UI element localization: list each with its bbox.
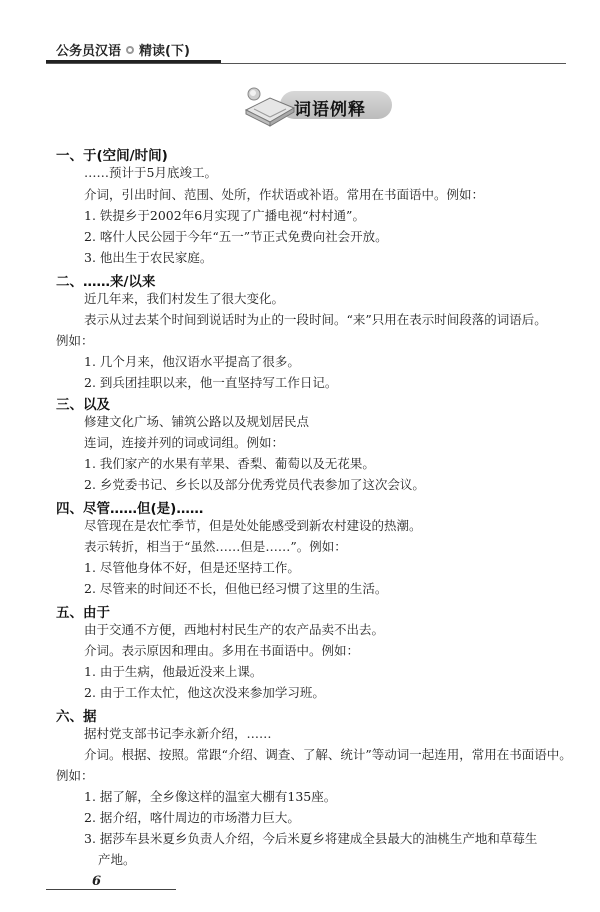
explanation-text: 连词，连接并列的词或词组。例如：	[84, 435, 285, 450]
example-sentence: 2. 由于工作太忙，他这次没来参加学习班。	[84, 685, 325, 700]
example-sentence: 2. 到兵团挂职以来，他一直坚持写工作日记。	[84, 375, 338, 390]
example-sentence: 3. 他出生于农民家庭。	[84, 250, 213, 265]
section-title: 五、由于	[56, 605, 110, 621]
book-title: 公务员汉语	[56, 44, 122, 59]
example-phrase: 修建文化广场、铺筑公路以及规划居民点	[84, 414, 310, 429]
book-subtitle: 精读(下)	[139, 44, 190, 59]
example-phrase: ……预计于5月底竣工。	[84, 165, 217, 180]
example-phrase: 近几年来，我们村发生了很大变化。	[84, 291, 285, 306]
example-sentence: 1. 由于生病，他最近没来上课。	[84, 664, 263, 679]
explanation-text: 介词。表示原因和理由。多用在书面语中。例如：	[84, 643, 360, 658]
explanation-text: 介词。根据、按照。常跟“介绍、调查、了解、统计”等动词一起连用，常用在书面语中。	[84, 747, 572, 762]
example-sentence: 2. 尽管来的时间还不长，但他已经习惯了这里的生活。	[84, 581, 388, 596]
explanation-text: 表示从过去某个时间到说话时为止的一段时间。“来”只用在表示时间段落的词语后。	[84, 312, 547, 327]
example-sentence: 1. 尽管他身体不好，但是还坚持工作。	[84, 560, 300, 575]
explanation-text: 例如：	[56, 333, 94, 348]
example-phrase: 据村党支部书记李永新介绍，……	[84, 726, 272, 741]
example-sentence: 1. 几个月来，他汉语水平提高了很多。	[84, 354, 300, 369]
section-title: 四、尽管……但(是)……	[56, 501, 204, 517]
example-sentence: 1. 据了解，全乡像这样的温室大棚有135座。	[84, 789, 337, 804]
explanation-text: 表示转折，相当于“虽然……但是……”。例如：	[84, 539, 347, 554]
example-phrase: 尽管现在是农忙季节，但是处处能感受到新农村建设的热潮。	[84, 518, 422, 533]
page-number: 6	[92, 874, 102, 889]
section-title: 三、以及	[56, 397, 110, 413]
section-title: 一、于(空间/时间)	[56, 148, 168, 164]
example-sentence: 2. 乡党委书记、乡长以及部分优秀党员代表参加了这次会议。	[84, 477, 425, 492]
banner-title: 词语例释	[294, 100, 366, 120]
example-sentence: 2. 喀什人民公园于今年“五一”节正式免费向社会开放。	[84, 229, 388, 244]
footer-rule	[46, 889, 176, 890]
example-sentence: 1. 我们家产的水果有苹果、香梨、葡萄以及无花果。	[84, 456, 375, 471]
example-phrase: 由于交通不方便，西地村村民生产的农产品卖不出去。	[84, 622, 385, 637]
explanation-text: 介词，引出时间、范围、处所，作状语或补语。常用在书面语中。例如：	[84, 187, 485, 202]
explanation-text: 例如：	[56, 768, 94, 783]
example-sentence-continued: 产地。	[98, 852, 136, 867]
section-title: 六、据	[56, 709, 97, 725]
example-sentence: 2. 据介绍，喀什周边的市场潜力巨大。	[84, 810, 300, 825]
section-title: 二、……来/以来	[56, 274, 156, 290]
example-sentence: 3. 据莎车县米夏乡负责人介绍，今后米夏乡将建成全县最大的油桃生产地和草莓生	[84, 831, 538, 846]
example-sentence: 1. 铁提乡于2002年6月实现了广播电视“村村通”。	[84, 208, 365, 223]
